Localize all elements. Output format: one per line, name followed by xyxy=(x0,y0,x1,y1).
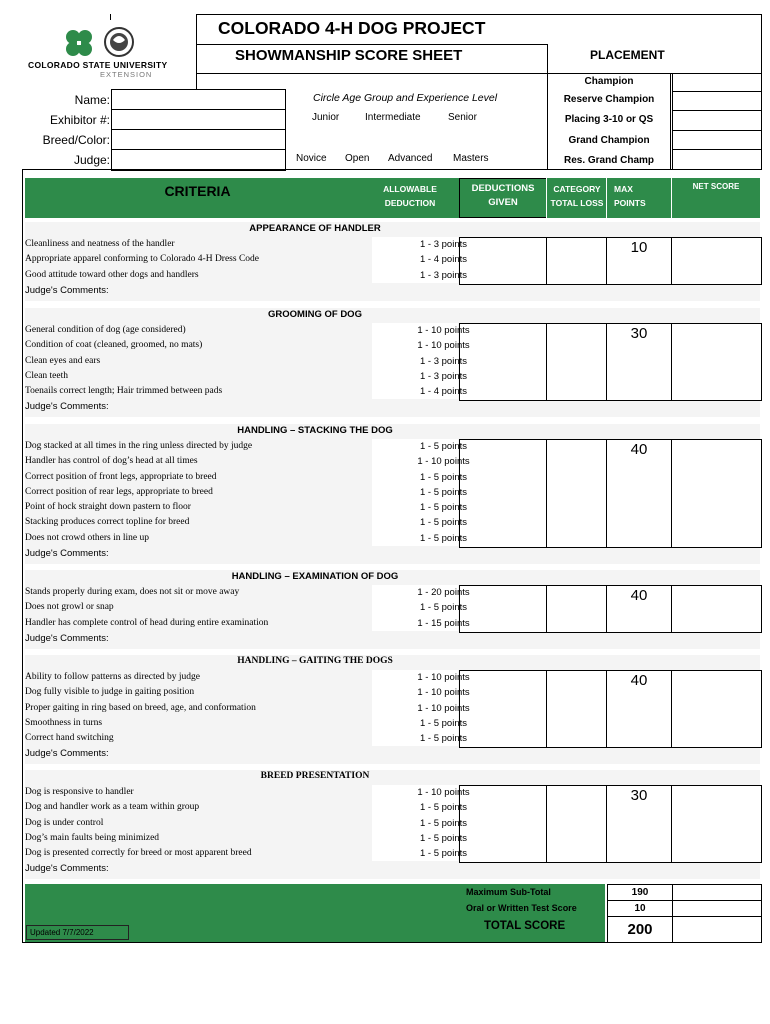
allowable-header-1: ALLOWABLE xyxy=(383,184,437,194)
allowable-points: 1 - 5 points xyxy=(420,532,467,544)
criteria-row xyxy=(25,816,760,831)
section-title: HANDLING – GAITING THE DOGS xyxy=(237,656,393,666)
criteria-text: Dog is responsive to handler xyxy=(25,787,134,797)
deductions-header-box xyxy=(459,178,547,218)
placement-label: PLACEMENT xyxy=(590,48,665,62)
criteria-text: Cleanliness and neatness of the handler xyxy=(25,239,175,249)
judges-comments[interactable]: Judge's Comments: xyxy=(25,547,109,559)
allowable-points: 1 - 5 points xyxy=(420,733,467,744)
page-subtitle: SHOWMANSHIP SCORE SHEET xyxy=(235,47,463,64)
allowable-points: 1 - 10 points xyxy=(417,702,470,714)
exhibitor-input[interactable] xyxy=(111,109,286,131)
placement-champion-box[interactable] xyxy=(672,73,762,93)
allowable-points: 1 - 3 points xyxy=(420,355,467,367)
max-points-value: 30 xyxy=(630,325,648,342)
judge-label: Judge: xyxy=(73,153,110,167)
level-masters[interactable]: Masters xyxy=(453,153,489,164)
max-header-2: POINTS xyxy=(614,198,646,208)
org-name: COLORADO STATE UNIVERSITY xyxy=(28,60,168,70)
allowable-points: 1 - 5 points xyxy=(420,848,467,859)
criteria-text: Does not crowd others in line up xyxy=(25,532,150,543)
criteria-row xyxy=(25,384,760,399)
allowable-points: 1 - 4 points xyxy=(420,254,467,266)
placement-res-grand-box[interactable] xyxy=(672,149,762,170)
placement-reserve: Reserve Champion xyxy=(563,94,655,105)
placement-reserve-box[interactable] xyxy=(672,91,762,112)
criteria-text: Good attitude toward other dogs and handlers xyxy=(25,269,199,280)
placement-res-grand: Res. Grand Champ xyxy=(563,155,655,166)
criteria-row xyxy=(25,716,760,731)
max-header-1: MAX xyxy=(614,184,633,194)
criteria-row xyxy=(25,500,760,515)
category-header xyxy=(547,182,607,210)
section-title: APPEARANCE OF HANDLER xyxy=(249,223,381,234)
deductions-header-1: DEDUCTIONS xyxy=(471,183,535,194)
category-header-1: CATEGORY xyxy=(553,184,601,194)
allowable-points: 1 - 15 points xyxy=(417,617,470,629)
criteria-row xyxy=(25,268,760,283)
criteria-row xyxy=(25,616,760,631)
test-score-label: Oral or Written Test Score xyxy=(466,903,577,913)
criteria-text: Appropriate apparel conforming to Colorado 4-H Dress Code xyxy=(25,254,260,265)
age-senior[interactable]: Senior xyxy=(448,112,477,123)
criteria-row xyxy=(25,354,760,369)
criteria-text: Does not growl or snap xyxy=(25,602,114,613)
allowable-points: 1 - 10 points xyxy=(417,340,470,352)
age-intermediate[interactable]: Intermediate xyxy=(365,112,421,123)
allowable-points: 1 - 5 points xyxy=(420,717,467,729)
judges-comments[interactable]: Judge's Comments: xyxy=(25,401,109,413)
placements-list xyxy=(548,74,670,171)
criteria-row xyxy=(25,485,760,500)
name-label: Name: xyxy=(74,93,110,107)
max-subtotal-value: 190 xyxy=(607,884,673,901)
criteria-header: CRITERIA xyxy=(164,183,231,199)
allowable-points: 1 - 5 points xyxy=(420,832,467,844)
criteria-text: Point of hock straight down pastern to floor xyxy=(25,502,191,512)
criteria-text: General condition of dog (age considered) xyxy=(25,325,186,335)
criteria-text: Smoothness in turns xyxy=(25,717,103,728)
allowable-points: 1 - 3 points xyxy=(420,269,467,281)
criteria-text: Correct position of front legs, appropriate to breed xyxy=(25,471,217,482)
clover-logo-icon xyxy=(62,26,96,60)
criteria-row xyxy=(25,846,760,861)
total-score-label: TOTAL SCORE xyxy=(484,920,566,932)
allowable-points: 1 - 5 points xyxy=(420,602,467,614)
criteria-text: Proper gaiting in ring based on breed, age, and conformation xyxy=(25,702,256,713)
allowable-points: 1 - 10 points xyxy=(417,787,470,798)
criteria-text: Handler has control of dog’s head at all times xyxy=(25,456,198,467)
net-total-box[interactable] xyxy=(672,916,762,943)
breed-label: Breed/Color: xyxy=(42,133,110,147)
test-score-value: 10 xyxy=(607,900,673,917)
allowable-points: 1 - 20 points xyxy=(417,587,470,598)
updated-badge: Updated 7/7/2022 xyxy=(26,925,129,940)
max-subtotal-label: Maximum Sub-Total xyxy=(466,887,551,897)
allowable-points: 1 - 5 points xyxy=(420,486,467,498)
placement-grand-box[interactable] xyxy=(672,130,762,151)
criteria-text: Dog fully visible to judge in gaiting position xyxy=(25,687,195,698)
criteria-text: Dog is under control xyxy=(25,817,104,828)
section-title: HANDLING – EXAMINATION OF DOG xyxy=(231,571,399,582)
org-sub: EXTENSION xyxy=(100,70,153,79)
allowable-points: 1 - 5 points xyxy=(420,502,467,513)
criteria-row xyxy=(25,515,760,530)
allowable-points: 1 - 4 points xyxy=(420,386,467,397)
criteria-text: Stands properly during exam, does not sit or move away xyxy=(25,587,240,597)
criteria-text: Dog and handler work as a team within group xyxy=(25,802,200,813)
name-input[interactable] xyxy=(111,89,286,111)
judges-comments[interactable]: Judge's Comments: xyxy=(25,284,109,296)
net-test-box[interactable] xyxy=(672,900,762,917)
criteria-text: Correct position of rear legs, appropriate to breed xyxy=(25,486,213,497)
allowable-points: 1 - 5 points xyxy=(420,802,467,814)
judges-comments[interactable]: Judge's Comments: xyxy=(25,632,109,644)
section-title: HANDLING – STACKING THE DOG xyxy=(237,425,393,436)
max-points-value: 30 xyxy=(630,787,648,804)
age-junior[interactable]: Junior xyxy=(312,112,340,123)
allowable-points: 1 - 10 points xyxy=(417,456,470,468)
criteria-text: Clean eyes and ears xyxy=(25,355,101,366)
allowable-header xyxy=(376,182,444,210)
allowable-points: 1 - 10 points xyxy=(417,325,470,336)
judges-comments[interactable]: Judge's Comments: xyxy=(25,748,109,760)
criteria-text: Toenails correct length; Hair trimmed between pads xyxy=(25,386,223,396)
allowable-points: 1 - 5 points xyxy=(420,441,467,452)
placement-3-10: Placing 3-10 or QS xyxy=(564,114,654,125)
csu-ram-seal-icon xyxy=(103,26,135,58)
criteria-row xyxy=(25,731,760,746)
allowable-points: 1 - 3 points xyxy=(420,239,467,250)
placement-grand: Grand Champion xyxy=(568,135,650,146)
judges-comments[interactable]: Judge's Comments: xyxy=(25,863,109,875)
category-header-2: TOTAL LOSS xyxy=(550,198,604,208)
total-score-value: 200 xyxy=(607,916,673,943)
criteria-text: Correct hand switching xyxy=(25,733,114,743)
judge-input[interactable] xyxy=(111,149,286,171)
breed-input[interactable] xyxy=(111,129,286,151)
placement-3-10-box[interactable] xyxy=(672,110,762,132)
placement-champion: Champion xyxy=(584,76,634,87)
criteria-text: Dog is presented correctly for breed or most apparent breed xyxy=(25,848,252,858)
max-points-value: 40 xyxy=(630,587,648,604)
max-points-value: 40 xyxy=(630,672,648,689)
exhibitor-label: Exhibitor #: xyxy=(49,113,110,127)
allowable-header-2: DEDUCTION xyxy=(384,198,436,208)
allowable-points: 1 - 5 points xyxy=(420,817,467,829)
age-group-title: Circle Age Group and Experience Level xyxy=(313,92,498,104)
net-score-header: NET SCORE xyxy=(692,182,740,191)
max-points-value: 40 xyxy=(630,441,648,458)
allowable-points: 1 - 5 points xyxy=(420,471,467,483)
allowable-points: 1 - 10 points xyxy=(417,672,470,683)
criteria-row xyxy=(25,531,760,546)
criteria-row xyxy=(25,701,760,716)
logo-block xyxy=(25,22,195,82)
max-header xyxy=(614,182,654,210)
criteria-text: Dog stacked at all times in the ring unless directed by judge xyxy=(25,441,253,451)
level-open[interactable]: Open xyxy=(345,153,370,164)
criteria-text: Condition of coat (cleaned, groomed, no mats) xyxy=(25,340,203,351)
allowable-points: 1 - 3 points xyxy=(420,370,467,382)
allowable-points: 1 - 5 points xyxy=(420,517,467,529)
section-title: GROOMING OF DOG xyxy=(268,309,362,320)
criteria-text: Ability to follow patterns as directed by judge xyxy=(25,672,200,682)
criteria-text: Dog’s main faults being minimized xyxy=(25,832,160,843)
criteria-row xyxy=(25,369,760,384)
level-advanced[interactable]: Advanced xyxy=(388,153,433,164)
criteria-text: Handler has complete control of head during entire examination xyxy=(25,617,269,628)
level-novice[interactable]: Novice xyxy=(296,153,327,164)
criteria-text: Clean teeth xyxy=(25,370,68,381)
criteria-row xyxy=(25,831,760,846)
criteria-row xyxy=(25,470,760,485)
section-title: BREED PRESENTATION xyxy=(260,771,370,781)
max-points-value: 10 xyxy=(630,239,648,256)
allowable-points: 1 - 10 points xyxy=(417,687,470,699)
criteria-text: Stacking produces correct topline for breed xyxy=(25,517,190,528)
deductions-header-2: GIVEN xyxy=(488,197,518,208)
net-subtotal-box[interactable] xyxy=(672,884,762,901)
page-title: COLORADO 4-H DOG PROJECT xyxy=(218,18,486,38)
